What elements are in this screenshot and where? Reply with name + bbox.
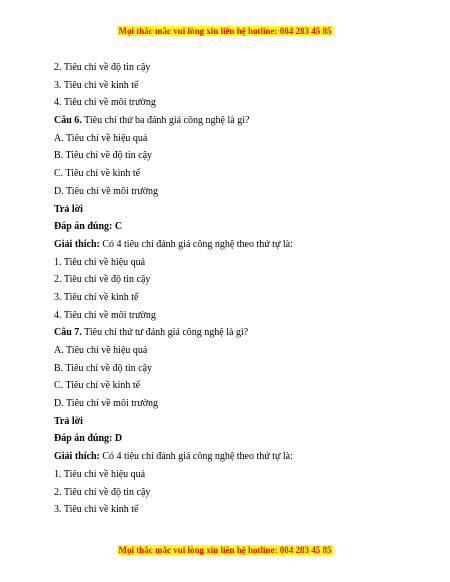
doc-line bbox=[54, 59, 404, 77]
list-item bbox=[54, 271, 404, 289]
answer-option bbox=[54, 377, 404, 395]
list-item-text: 2. Tiêu chí về độ tin cậy bbox=[54, 486, 151, 498]
question-number: Câu 7. bbox=[54, 327, 82, 339]
explanation bbox=[54, 448, 404, 466]
answer-option bbox=[54, 342, 404, 360]
explanation-label: Giải thích: bbox=[54, 238, 100, 250]
option-text: B. Tiêu chí về độ tin cậy bbox=[54, 362, 153, 374]
question-number: Câu 6. bbox=[54, 115, 82, 127]
list-item bbox=[54, 289, 404, 307]
footer-hotline-text: Mọi thắc mắc vui lòng xin liên hệ hotline: 084 283 45 85 bbox=[118, 545, 332, 555]
document-body bbox=[54, 59, 404, 519]
explanation bbox=[54, 236, 404, 254]
question-text: Tiêu chí thứ ba đánh giá công nghệ là gì? bbox=[81, 115, 250, 127]
question-text: Tiêu chí thứ tư đánh giá công nghệ là gì? bbox=[81, 327, 249, 339]
question-heading bbox=[54, 324, 404, 342]
answer-heading-label: Trả lời bbox=[54, 415, 83, 427]
footer-hotline-banner bbox=[0, 544, 450, 556]
option-text: C. Tiêu chí về kinh tế bbox=[54, 168, 141, 180]
option-text: B. Tiêu chí về độ tin cậy bbox=[54, 150, 153, 162]
line-text: 2. Tiêu chí về độ tin cậy bbox=[54, 62, 151, 73]
line-text: 3. Tiêu chí về kinh tế bbox=[54, 79, 139, 91]
answer-option bbox=[54, 165, 404, 183]
doc-line bbox=[54, 94, 404, 112]
list-item bbox=[54, 466, 404, 484]
list-item-text: 1. Tiêu chí về hiệu quả bbox=[54, 256, 146, 268]
doc-line bbox=[54, 77, 404, 95]
line-text: 4. Tiêu chí về môi trường bbox=[54, 97, 156, 109]
list-item-text: 4. Tiêu chí về môi trường bbox=[54, 309, 156, 321]
answer-option bbox=[54, 395, 404, 413]
option-text: A. Tiêu chí về hiệu quả bbox=[54, 345, 148, 356]
explanation-label: Giải thích: bbox=[54, 451, 100, 463]
header-hotline-banner bbox=[0, 25, 450, 37]
explanation-text: Có 4 tiêu chí đánh giá công nghệ theo thứ tự là: bbox=[99, 451, 293, 463]
header-hotline-text: Mọi thắc mắc vui lòng xin liên hệ hotline: 084 283 45 85 bbox=[118, 26, 332, 36]
list-item-text: 1. Tiêu chí về hiệu quả bbox=[54, 468, 146, 480]
list-item bbox=[54, 501, 404, 519]
answer-option bbox=[54, 183, 404, 201]
answer-heading bbox=[54, 413, 404, 431]
option-text: D. Tiêu chí về môi trường bbox=[54, 398, 159, 410]
list-item bbox=[54, 254, 404, 272]
answer-option bbox=[54, 130, 404, 148]
list-item bbox=[54, 484, 404, 502]
explanation-text: Có 4 tiêu chí đánh giá công nghệ theo thứ tự là: bbox=[99, 238, 293, 250]
answer-option bbox=[54, 147, 404, 165]
list-item-text: 3. Tiêu chí về kinh tế bbox=[54, 504, 139, 516]
answer-heading bbox=[54, 201, 404, 219]
option-text: D. Tiêu chí về môi trường bbox=[54, 185, 159, 197]
correct-answer bbox=[54, 430, 404, 448]
correct-answer-label: Đáp án đúng: D bbox=[54, 433, 123, 445]
answer-heading-label: Trả lời bbox=[54, 203, 83, 215]
question-heading bbox=[54, 112, 404, 130]
option-text: A. Tiêu chí về hiệu quả bbox=[54, 132, 148, 144]
list-item-text: 2. Tiêu chí về độ tin cậy bbox=[54, 274, 151, 286]
option-text: C. Tiêu chí về kinh tế bbox=[54, 380, 141, 392]
correct-answer bbox=[54, 218, 404, 236]
correct-answer-label: Đáp án đúng: C bbox=[54, 221, 123, 233]
list-item-text: 3. Tiêu chí về kinh tế bbox=[54, 291, 139, 303]
answer-option bbox=[54, 360, 404, 378]
list-item bbox=[54, 307, 404, 325]
